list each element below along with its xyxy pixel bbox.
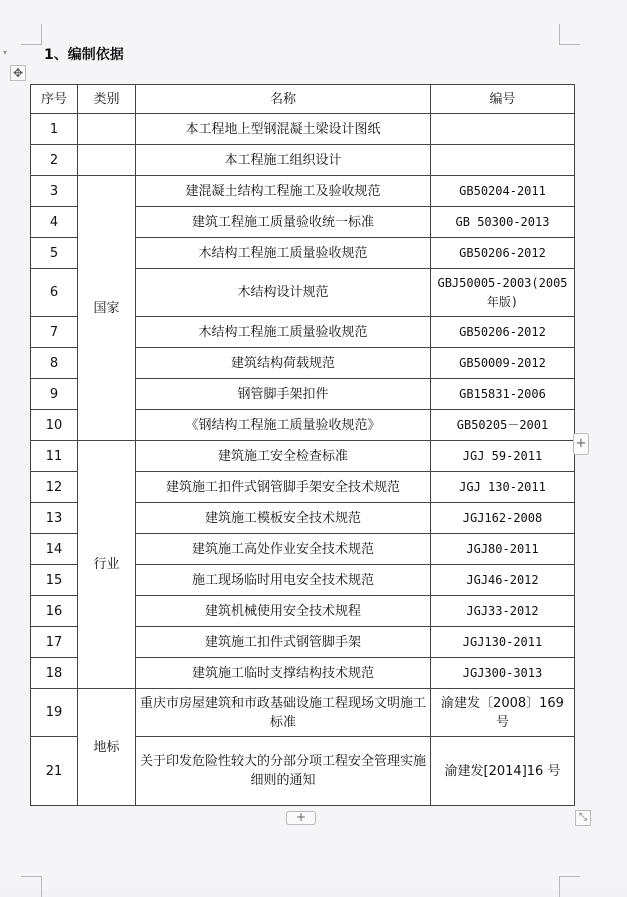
row-code: JGJ33-2012 (431, 596, 575, 627)
row-no: 9 (31, 379, 78, 410)
row-name: 钢管脚手架扣件 (136, 379, 431, 410)
row-category (78, 145, 136, 176)
table-row (31, 441, 575, 472)
header-category: 类别 (78, 85, 136, 114)
row-code: JGJ80-2011 (431, 534, 575, 565)
row-name: 建筑施工模板安全技术规范 (136, 503, 431, 534)
row-no: 3 (31, 176, 78, 207)
row-name: 建筑施工安全检查标准 (136, 441, 431, 472)
header-name: 名称 (136, 85, 431, 114)
margin-corner-top-right (559, 24, 580, 45)
row-name: 木结构工程施工质量验收规范 (136, 317, 431, 348)
row-code: GB 50300-2013 (431, 207, 575, 238)
row-no: 17 (31, 627, 78, 658)
table-row (31, 145, 575, 176)
row-name: 施工现场临时用电安全技术规范 (136, 565, 431, 596)
row-no: 11 (31, 441, 78, 472)
resize-icon[interactable]: ⤡ (575, 810, 591, 826)
table-row (31, 176, 575, 207)
row-no: 8 (31, 348, 78, 379)
row-code: GB50009-2012 (431, 348, 575, 379)
row-code: JGJ162-2008 (431, 503, 575, 534)
row-code: JGJ 130-2011 (431, 472, 575, 503)
row-code (431, 145, 575, 176)
row-no: 7 (31, 317, 78, 348)
row-name: 重庆市房屋建筑和市政基础设施工程现场文明施工标准 (136, 689, 431, 737)
row-no: 1 (31, 114, 78, 145)
margin-corner-bottom-right (559, 876, 580, 897)
row-category (78, 114, 136, 145)
row-no: 15 (31, 565, 78, 596)
row-no: 13 (31, 503, 78, 534)
row-no: 12 (31, 472, 78, 503)
row-no: 16 (31, 596, 78, 627)
row-name: 建筑施工高处作业安全技术规范 (136, 534, 431, 565)
row-code: JGJ 59-2011 (431, 441, 575, 472)
row-no: 14 (31, 534, 78, 565)
move-handle-icon[interactable]: ✥ (10, 65, 26, 81)
row-name: 建筑工程施工质量验收统一标准 (136, 207, 431, 238)
category-industry: 行业 (78, 441, 136, 689)
margin-corner-bottom-left (21, 876, 42, 897)
row-name: 建筑机械使用安全技术规程 (136, 596, 431, 627)
row-code: GB50205－2001 (431, 410, 575, 441)
row-name: 本工程施工组织设计 (136, 145, 431, 176)
row-name: 关于印发危险性较大的分部分项工程安全管理实施细则的通知 (136, 737, 431, 806)
collapse-arrow-icon[interactable]: ▾ (3, 48, 8, 57)
row-no: 18 (31, 658, 78, 689)
row-code (431, 114, 575, 145)
basis-table (30, 84, 575, 806)
row-no: 5 (31, 238, 78, 269)
row-name: 建筑施工临时支撑结构技术规范 (136, 658, 431, 689)
add-row-button[interactable]: + (286, 811, 316, 825)
row-code: 渝建发〔2008〕169 号 (431, 689, 575, 737)
row-name: 建筑施工扣件式钢管脚手架 (136, 627, 431, 658)
row-no: 6 (31, 269, 78, 317)
row-name: 建混凝土结构工程施工及验收规范 (136, 176, 431, 207)
table-row (31, 689, 575, 737)
row-code: GB50206-2012 (431, 317, 575, 348)
row-no: 19 (31, 689, 78, 737)
row-no: 21 (31, 737, 78, 806)
table-header-row (31, 85, 575, 114)
row-name: 木结构工程施工质量验收规范 (136, 238, 431, 269)
row-code: GB15831-2006 (431, 379, 575, 410)
table-row (31, 114, 575, 145)
row-code: 渝建发[2014]16 号 (431, 737, 575, 806)
row-no: 4 (31, 207, 78, 238)
row-name: 建筑施工扣件式钢管脚手架安全技术规范 (136, 472, 431, 503)
row-name: 木结构设计规范 (136, 269, 431, 317)
category-national: 国家 (78, 176, 136, 441)
row-no: 10 (31, 410, 78, 441)
header-code: 编号 (431, 85, 575, 114)
header-no: 序号 (31, 85, 78, 114)
row-name: 本工程地上型钢混凝土梁设计图纸 (136, 114, 431, 145)
row-no: 2 (31, 145, 78, 176)
row-code: JGJ46-2012 (431, 565, 575, 596)
row-code: GB50204-2011 (431, 176, 575, 207)
margin-corner-top-left (21, 24, 42, 45)
row-name: 建筑结构荷载规范 (136, 348, 431, 379)
section-heading: 1、编制依据 (44, 47, 124, 63)
row-code: GBJ50005-2003(2005年版) (431, 269, 575, 317)
add-column-button[interactable]: + (573, 433, 589, 455)
row-name: 《钢结构工程施工质量验收规范》 (136, 410, 431, 441)
category-local: 地标 (78, 689, 136, 806)
row-code: JGJ300-3013 (431, 658, 575, 689)
row-code: GB50206-2012 (431, 238, 575, 269)
row-code: JGJ130-2011 (431, 627, 575, 658)
